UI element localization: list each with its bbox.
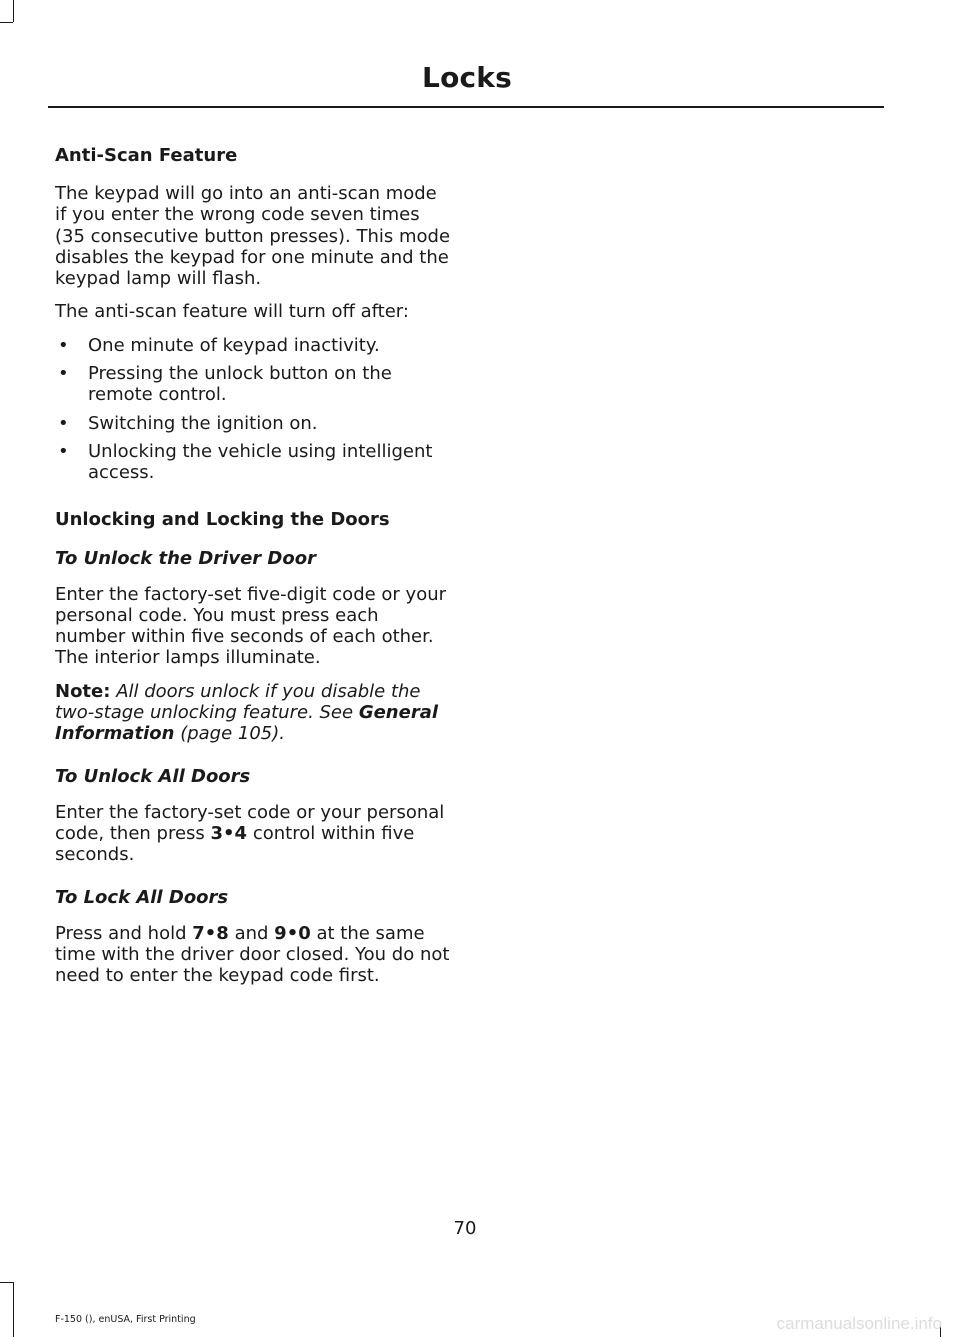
- anti-scan-paragraph: The keypad will go into an anti-scan mode if you enter the wrong code seven times (35 consecutive button presses). This mode disables the keypad for one minute and the keypad lamp will flash.: [55, 183, 451, 290]
- unlock-all-doors-paragraph: Enter the factory-set code or your personal code, then press 3•4 control within five seconds.: [55, 801, 445, 866]
- crop-mark-top-left-vertical: [13, 0, 14, 22]
- page-title: Locks: [422, 61, 512, 94]
- header-divider: [48, 106, 884, 108]
- control-key-9-0: 9•0: [274, 922, 311, 944]
- edition-footer: F-150 (), enUSA, First Printing: [55, 1314, 196, 1325]
- list-item: • Switching the ignition on.: [58, 412, 318, 434]
- note-page-reference: (page 105).: [180, 723, 285, 745]
- general-information-link[interactable]: General Information: [55, 702, 439, 745]
- anti-scan-bullet-list: [55, 335, 453, 484]
- section-heading-anti-scan: Anti-Scan Feature: [55, 145, 238, 166]
- anti-scan-intro: The anti-scan feature will turn off after:: [55, 301, 409, 323]
- watermark: carmanualsonline.info: [776, 1314, 942, 1333]
- note-label: Note:: [55, 680, 111, 702]
- section-heading-unlocking: Unlocking and Locking the Doors: [55, 508, 390, 530]
- bullet-icon: •: [58, 440, 69, 462]
- unlock-note: [55, 681, 453, 745]
- bullet-icon: •: [58, 363, 69, 385]
- control-key-7-8: 7•8: [192, 922, 229, 944]
- note-text: All doors unlock if you disable the two-stage unlocking feature. See: [55, 680, 421, 724]
- bullet-icon: •: [58, 412, 69, 434]
- page-number: 70: [453, 1218, 477, 1239]
- subheading-lock-all-doors: To Lock All Doors: [55, 886, 229, 908]
- bullet-icon: •: [58, 334, 69, 356]
- subheading-unlock-all-doors: To Unlock All Doors: [55, 765, 251, 787]
- control-key-3-4: 3•4: [210, 822, 248, 844]
- crop-mark-bottom-left-horizontal: [0, 1282, 13, 1283]
- lock-all-doors-paragraph: Press and hold 7•8 and 9•0 at the same time with the driver door closed. You do not need to enter the keypad code first.: [55, 922, 450, 987]
- subheading-unlock-driver-door: To Unlock the Driver Door: [55, 547, 316, 569]
- list-item: • One minute of keypad inactivity.: [58, 334, 380, 356]
- crop-mark-top-left-horizontal: [0, 22, 13, 23]
- list-item: • Unlocking the vehicle using intelligent access.: [58, 440, 433, 484]
- crop-mark-bottom-left-vertical: [13, 1282, 14, 1337]
- unlock-driver-door-paragraph: Enter the factory-set five-digit code or your personal code. You must press each number within five seconds of each other. The interior lamps illuminate.: [55, 583, 447, 669]
- content-column: [55, 144, 453, 998]
- list-item: • Pressing the unlock button on the remote control.: [58, 363, 392, 406]
